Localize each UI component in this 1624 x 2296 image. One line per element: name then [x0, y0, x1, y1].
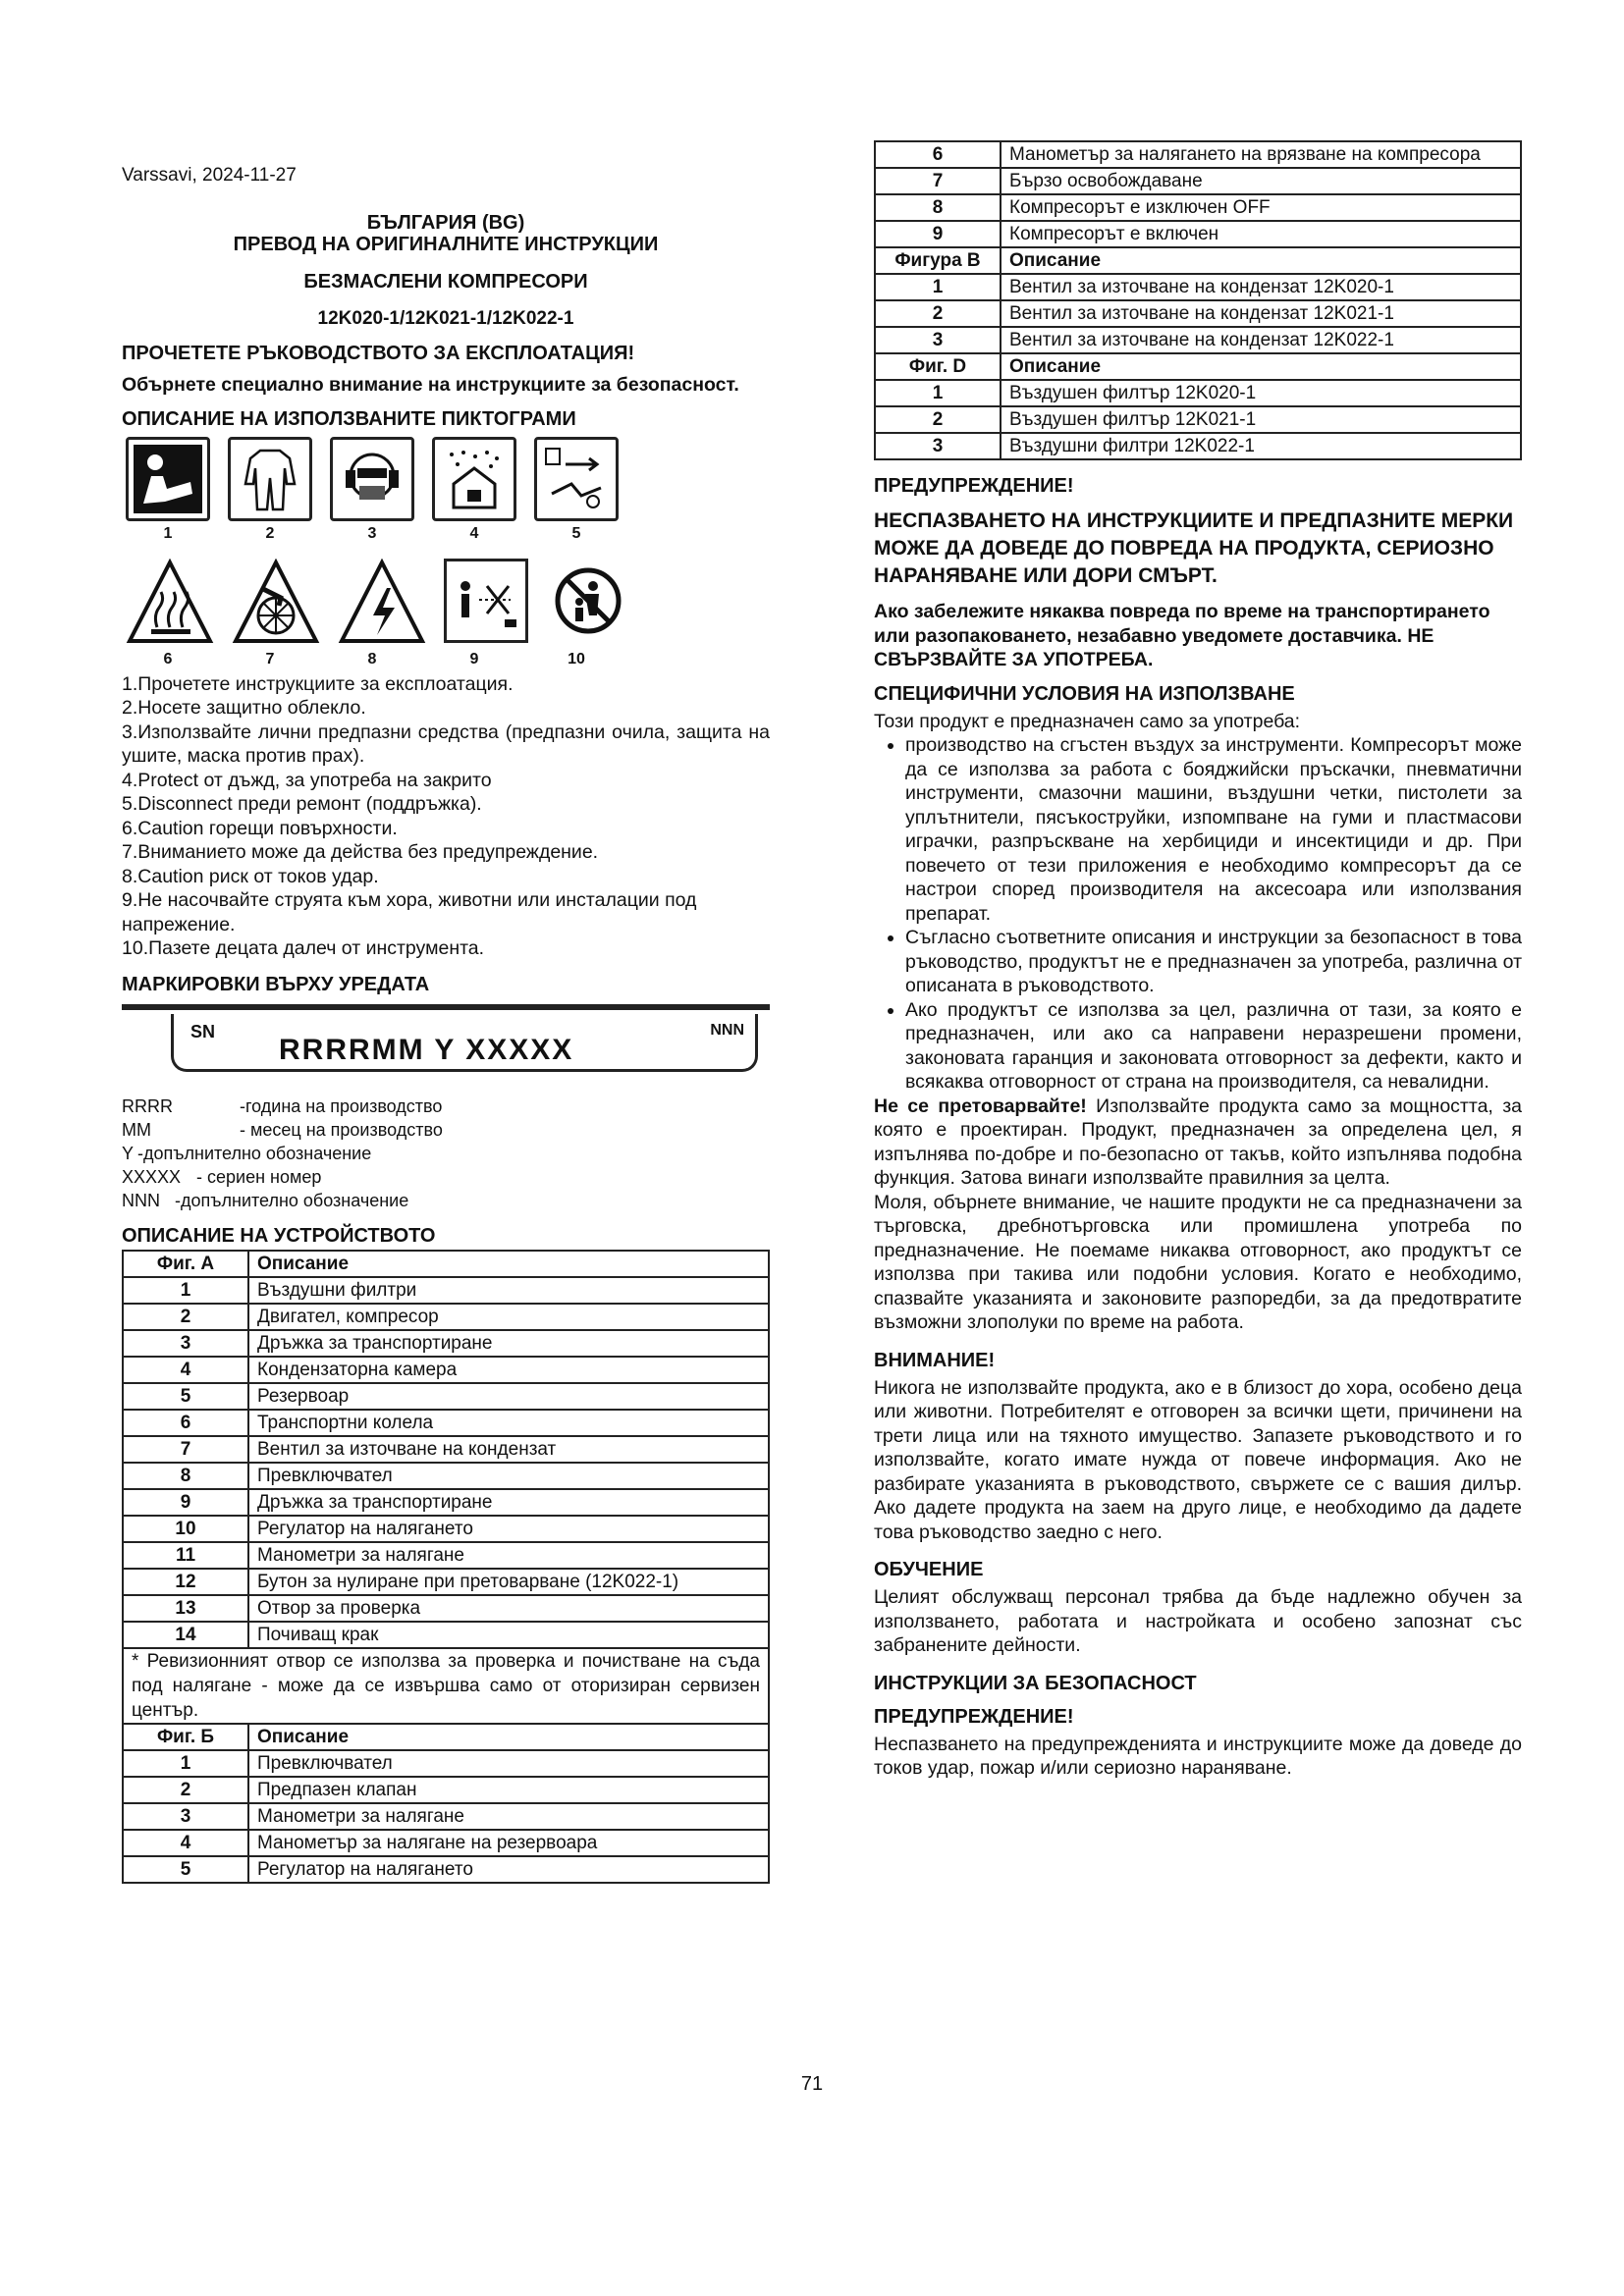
warning-title: ПРЕДУПРЕЖДЕНИЕ! — [874, 475, 1074, 497]
disconnect-icon — [534, 437, 619, 521]
table-header-row: Фиг. Б Описание — [123, 1724, 769, 1750]
hot-surface-icon — [126, 559, 214, 647]
training-heading: ОБУЧЕНИЕ — [874, 1559, 984, 1580]
moving-parts-icon — [232, 559, 320, 647]
read-manual-icon — [126, 437, 210, 521]
table-note-row: * Ревизионният отвор се използва за проверка и почистване на съда под налягане - може да се извършва само от оторизиран сервизен център. — [123, 1648, 769, 1724]
picto-num: 5 — [571, 524, 581, 542]
table-row: 14 Почиващ крак — [123, 1622, 769, 1648]
table-row: 12 Бутон за нулиране при претоварване (12K022-1) — [123, 1569, 769, 1595]
picto-num: 7 — [265, 650, 275, 667]
serial-label-diagram — [122, 1000, 770, 1077]
warning-bold-text: НЕСПАЗВАНЕТО НА ИНСТРУКЦИИТЕ И ПРЕДПАЗНИТЕ МЕРКИ МОЖЕ ДА ДОВЕДЕ ДО ПОВРЕДА НА ПРОДУКТА, СЕРИОЗНО НАРАНЯВАНЕ ИЛИ ДОРИ СМЪРТ. — [874, 509, 1514, 587]
legend-row: MM - месец на производство — [122, 1119, 443, 1140]
document-date: Varssavi, 2024-11-27 — [122, 165, 297, 186]
device-heading: ОПИСАНИЕ НА УСТРОЙСТВОТО — [122, 1224, 436, 1247]
table-row: 1 Вентил за източване на кондензат 12K020-1 — [875, 274, 1521, 300]
list-item: • Ако продуктът се използва за цел, различна от тази, за която е предназначен, или ако са направени неразрешени промени, законовата гаранция и законовата отговорност за дефекти, както и всякаква отговорност от страна на производителя, са невалидни. — [905, 998, 1522, 1095]
table-row: 1 Превключвател — [123, 1750, 769, 1777]
picto-num: 3 — [367, 524, 377, 542]
table-row: 1 Въздушен филтър 12K020-1 — [875, 380, 1521, 406]
legend-row: RRRR -година на производство — [122, 1095, 443, 1116]
electric-shock-icon — [338, 559, 426, 647]
list-item: • Съгласно съответните описания и инструкции за безопасност в това ръководство, продуктът не е предназначен за употреба, различна от описаната в ръководството. — [905, 926, 1522, 998]
safety-warning: ПРЕДУПРЕЖДЕНИЕ! — [874, 1705, 1074, 1728]
table-row: 6 Манометър за налягането на врязване на компресора — [875, 141, 1521, 168]
marking-legend — [122, 1095, 770, 1212]
model-numbers: 12K020-1/12K021-1/12K022-1 — [317, 308, 574, 329]
legend-row: XXXXX - сериен номер — [122, 1166, 322, 1187]
list-item: 9.Не насочвайте струята към хора, животни или инсталации под напрежение. — [122, 889, 697, 935]
conditions-intro: Този продукт е предназначен само за употреба: — [874, 710, 1301, 732]
left-column — [122, 165, 770, 1884]
table-row: 13 Отвор за проверка — [123, 1595, 769, 1622]
table-row: 3 Въздушни филтри 12K022-1 — [875, 433, 1521, 459]
no-spray-people-icon — [444, 559, 528, 643]
table-row: 5 Регулатор на налягането — [123, 1856, 769, 1883]
table-row: 2 Въздушен филтър 12K021-1 — [875, 406, 1521, 433]
table-row: 3 Манометри за налягане — [123, 1803, 769, 1830]
picto-num: 10 — [568, 650, 585, 667]
table-row: 7 Вентил за източване на кондензат — [123, 1436, 769, 1463]
ppe-icon — [330, 437, 414, 521]
safety-note: Обърнете специално внимание на инструкциите за безопасност. — [122, 374, 739, 396]
table-row: 3 Вентил за източване на кондензат 12K022-1 — [875, 327, 1521, 353]
damage-note: Ако забележите някаква повреда по време на транспортирането или разопаковането, незабавно уведомете доставчика. НЕ СВЪРЗВАЙТЕ ЗА УПОТРЕБА. — [874, 601, 1490, 670]
table-row: 9 Дръжка за транспортиране — [123, 1489, 769, 1516]
nnn-label: NNN — [710, 1021, 744, 1039]
conditions-heading: СПЕЦИФИЧНИ УСЛОВИЯ НА ИЗПОЛЗВАНЕ — [874, 682, 1295, 705]
table-row: 11 Манометри за налягане — [123, 1542, 769, 1569]
safety-text: Неспазването на предупрежденията и инструкциите може да доведе до токов удар, пожар и/или сериозно нараняване. — [874, 1733, 1522, 1779]
picto-num: 9 — [469, 650, 479, 667]
pictogram-numbers-2 — [126, 651, 770, 668]
attention-text: Никога не използвайте продукта, ако е в близост до хора, особено деца или животни. Потребителят е отговорен за всички щети, причинени на трети лица или на тяхното имущество. Запазете ръководството и го използвайте, когато имате нужда от повече информация. Ако не разбирате указанията в ръководството, свържете се с вашия дилър. Ако дадете продукта на заем на друго лице, е необходимо да дадете това ръководство заедно с него. — [874, 1376, 1522, 1543]
table-row: 6 Транспортни колела — [123, 1410, 769, 1436]
table-row: 10 Регулатор на налягането — [123, 1516, 769, 1542]
list-item: 5.Disconnect преди ремонт (поддръжка). — [122, 793, 482, 815]
picto-num: 2 — [265, 524, 275, 542]
overload-text: Използвайте продукта само за мощността, за която е проектиран. Продукт, предназначен за определена цел, я изпълнява по-добре и по-безопасно от такъв, който изпълнява подобна функция. Затова винаги използвайте правилния за целта. — [874, 1095, 1522, 1189]
read-manual-heading: ПРОЧЕТЕТЕ РЪКОВОДСТВОТО ЗА ЕКСПЛОАТАЦИЯ! — [122, 343, 635, 364]
pictogram-numbers-1 — [126, 525, 770, 543]
device-table-cont — [874, 140, 1522, 460]
table-row: 5 Резервоар — [123, 1383, 769, 1410]
table-row: 7 Бързо освобождаване — [875, 168, 1521, 194]
list-item: • производство на сгъстен въздух за инструменти. Компресорът може да се използва за работа с бояджийски пръскачки, пневматични инструменти, смазочни машини, въздушни четки, пистолети за уплътнители, пясъкоструйки, изпомпване на гуми и пластмасови играчки, разпръскване на хербициди и инсектициди и др. При повечето от тези приложения е необходимо компресорът да се настрои според производителя на аксесоара или използвания препарат. — [905, 733, 1522, 926]
training-text: Целият обслужващ персонал трябва да бъде надлежно обучен за използването, работата и настройката и особено запознат със забранените дейности. — [874, 1586, 1522, 1656]
picto-num: 1 — [163, 524, 173, 542]
commercial-note: Моля, обърнете внимание, че нашите продукти не са предназначени за търговска, дребнотърговска или промишлена употреба по предназначение. Не поемаме никаква отговорност, ако продуктът се използва при такива или подобни условия. Когато е необходимо, спазвайте указанията и законовите разпоредби, за да предотвратите възможни злополуки по време на работа. — [874, 1191, 1522, 1333]
pictogram-row-2 — [126, 559, 770, 647]
document-title: ПРЕВОД НА ОРИГИНАЛНИТЕ ИНСТРУКЦИИ — [233, 234, 659, 255]
table-header-row: Фиг. А Описание — [123, 1251, 769, 1277]
table-row: 1 Въздушни филтри — [123, 1277, 769, 1304]
list-item: 7.Вниманието може да действа без предупреждение. — [122, 841, 599, 863]
pictogram-list — [122, 672, 770, 961]
picto-num: 4 — [469, 524, 479, 542]
list-item: 2.Носете защитно облекло. — [122, 697, 366, 719]
country-label: БЪЛГАРИЯ (BG) — [366, 212, 525, 234]
list-item: 6.Caution горещи повърхности. — [122, 817, 398, 839]
conditions-list — [874, 733, 1522, 1095]
picto-num: 6 — [163, 650, 173, 667]
device-table-a — [122, 1250, 770, 1884]
table-row: 2 Предпазен клапан — [123, 1777, 769, 1803]
overload-bold: Не се претоварвайте! — [874, 1095, 1087, 1117]
list-item: 1.Прочетете инструкциите за експлоатация. — [122, 672, 514, 695]
overload-paragraph — [874, 1095, 1522, 1191]
list-item: 4.Protect от дъжд, за употреба на закрито — [122, 769, 492, 791]
table-row: 4 Кондензаторна камера — [123, 1357, 769, 1383]
table-row: 9 Компресорът е включен — [875, 221, 1521, 247]
legend-row: Y -допълнително обозначение — [122, 1143, 372, 1163]
right-column — [874, 140, 1522, 1781]
rain-protect-icon — [432, 437, 516, 521]
table-row: 3 Дръжка за транспортиране — [123, 1330, 769, 1357]
list-item: 10.Пазете децата далеч от инструмента. — [122, 937, 485, 959]
table-row: 8 Компресорът е изключен OFF — [875, 194, 1521, 221]
protective-clothing-icon — [228, 437, 312, 521]
table-header-row: Фиг. D Описание — [875, 353, 1521, 380]
markings-heading: МАРКИРОВКИ ВЪРХУ УРЕДАТА — [122, 973, 430, 995]
attention-heading: ВНИМАНИЕ! — [874, 1349, 996, 1371]
table-row: 8 Превключвател — [123, 1463, 769, 1489]
serial-code: RRRRMM Y XXXXX — [279, 1033, 574, 1066]
pictograms-heading: ОПИСАНИЕ НА ИЗПОЛЗВАНИТЕ ПИКТОГРАМИ — [122, 407, 576, 430]
table-row: 2 Двигател, компресор — [123, 1304, 769, 1330]
table-row: 2 Вентил за източване на кондензат 12K021-1 — [875, 300, 1521, 327]
picto-num: 8 — [367, 650, 377, 667]
list-item: 3.Използвайте лични предпазни средства (предпазни очила, защита на ушите, маска против прах). — [122, 721, 770, 767]
safety-heading: ИНСТРУКЦИИ ЗА БЕЗОПАСНОСТ — [874, 1672, 1197, 1694]
table-header-row: Фигура В Описание — [875, 247, 1521, 274]
table-row: 4 Манометър за налягане на резервоара — [123, 1830, 769, 1856]
page-number: 71 — [800, 2073, 824, 2095]
list-item: 8.Caution риск от токов удар. — [122, 865, 379, 887]
pictogram-row-1 — [126, 437, 770, 521]
product-name: БЕЗМАСЛЕНИ КОМПРЕСОРИ — [303, 271, 588, 293]
keep-children-away-icon — [546, 559, 630, 643]
legend-row: NNN -допълнително обозначение — [122, 1190, 409, 1210]
sn-label: SN — [190, 1021, 216, 1041]
